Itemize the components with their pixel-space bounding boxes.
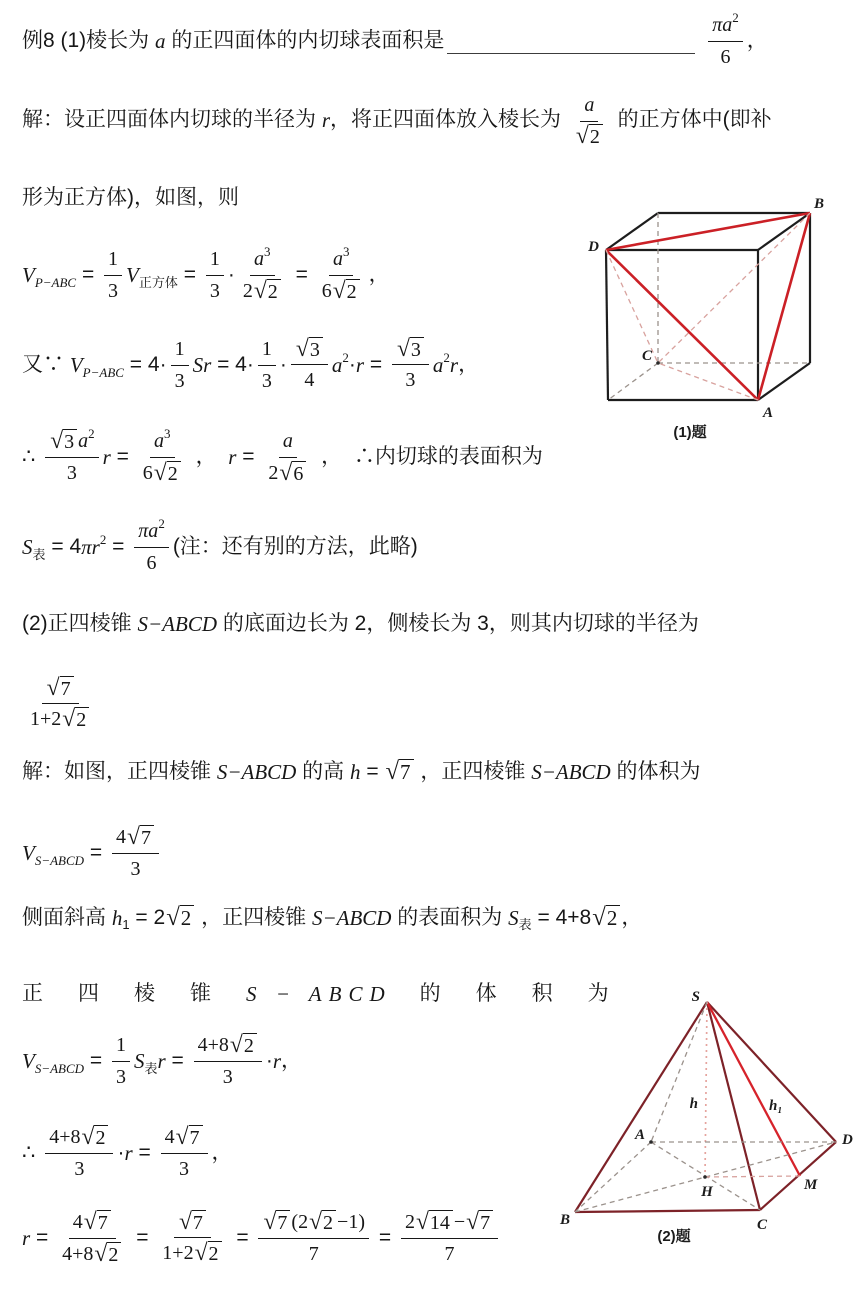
text-run: 3 (66, 462, 77, 484)
vertex-dot (656, 361, 660, 365)
math-variable: Sr (192, 353, 212, 378)
solution-1-line-1 (22, 92, 772, 149)
fraction (112, 1032, 130, 1091)
square-root: √ 7 (176, 1125, 203, 1150)
text-run: 1+2 (30, 707, 62, 730)
text-run: = (364, 353, 388, 377)
math-variable: r (22, 1226, 31, 1251)
math-variable: V (69, 353, 83, 378)
text-run: 例8 (1)棱长为 (22, 29, 156, 53)
text-run: − (453, 1211, 466, 1233)
fraction (161, 1124, 208, 1183)
math-variable: a (282, 430, 293, 452)
text-run: 3 (261, 370, 272, 392)
text-run: 3 (410, 339, 421, 362)
math-variable: h (111, 906, 123, 930)
text-run: 又∵ (22, 353, 70, 377)
text-run: 7 (60, 678, 71, 700)
fraction (318, 243, 365, 305)
square-root: √ 2 (62, 707, 89, 732)
math-variable: a (332, 248, 343, 270)
square-root: √ 6 (279, 461, 306, 486)
math-variable: S−ABCD (531, 760, 611, 784)
text-run: 3 (179, 1158, 190, 1180)
text-run: 3 (222, 1066, 233, 1088)
text-run: = (230, 1226, 255, 1250)
superscript: 2 (88, 425, 95, 441)
math-variable: r (157, 1049, 166, 1074)
solution-1-sphere-formula (22, 336, 479, 395)
math-variable: a (154, 430, 164, 452)
math-variable: a (155, 29, 166, 54)
vertex-label: D (842, 1132, 853, 1148)
solution-1-radius-line (22, 425, 543, 487)
subscript: S−ABCD (34, 852, 85, 868)
text-run: 2 (346, 281, 357, 304)
figure-edge (705, 1002, 707, 1177)
math-variable: a (584, 94, 595, 116)
text-run: = (289, 263, 314, 287)
text-run: 1+2 (162, 1241, 194, 1264)
math-variable: V (126, 263, 139, 288)
answer-blank (447, 29, 695, 54)
text-run: 2 (589, 126, 600, 148)
text-run: 7 (97, 1212, 108, 1235)
problem-2-answer (22, 676, 98, 733)
superscript: 3 (264, 243, 271, 259)
vertex-label: h (689, 1096, 698, 1112)
square-root: √ 7 (127, 825, 154, 850)
text-run: 3 (209, 280, 220, 302)
square-root: √ 2 (154, 461, 181, 486)
text-run: = (76, 263, 101, 287)
figure-edge (705, 1176, 800, 1177)
text-run: 7 (480, 1212, 491, 1235)
square-root: √ 2 (333, 279, 360, 304)
text-run: ， (368, 263, 390, 287)
math-variable: r (321, 108, 331, 133)
math-variable: a (432, 353, 444, 378)
text-run: = 4 (45, 535, 82, 559)
text-run: 6 (321, 280, 332, 302)
figure-edge (606, 250, 608, 400)
square-root: √ 7 (179, 1210, 206, 1235)
text-run: = (110, 445, 135, 469)
figure-edge (606, 213, 810, 250)
solution-2-equation (22, 1124, 233, 1183)
fraction (264, 428, 311, 487)
text-run: 正 四 棱 锥 (22, 982, 246, 1005)
text-run: 7 (189, 1127, 200, 1150)
superscript: 3 (342, 243, 350, 259)
vertex-label: S (691, 989, 700, 1005)
text-run: 7 (140, 827, 151, 850)
text-run: 4 (72, 1211, 83, 1233)
square-root: √ 7 (385, 759, 413, 785)
text-run: 7 (444, 1243, 455, 1265)
superscript: 2 (158, 515, 165, 531)
text-run: 4 (115, 826, 126, 848)
square-root: √ 7 (84, 1210, 111, 1235)
text-run: 3 (130, 858, 141, 880)
figure-edge (606, 250, 658, 363)
math-variable: S−ABCD (137, 612, 217, 636)
vertex-dot (703, 1175, 707, 1179)
text-run: 7 (308, 1243, 319, 1265)
solution-1-surface-area (22, 515, 418, 577)
text-run: 4 (164, 1126, 175, 1148)
text-run: 7 (400, 760, 411, 785)
text-run: · (227, 263, 235, 287)
text-run: 2 (323, 1212, 334, 1235)
math-variable: S (133, 1049, 145, 1074)
fraction (206, 246, 224, 305)
text-run: ∴ (22, 1141, 42, 1165)
superscript: 2 (443, 349, 450, 365)
text-run: 6 (146, 552, 157, 574)
square-root: √ 2 (576, 124, 603, 149)
math-variable: S (508, 906, 519, 930)
text-run: ，将正四面体放入棱长为 (330, 108, 567, 132)
text-run: ，正四棱锥 (195, 906, 312, 929)
figure-edge (575, 1002, 707, 1212)
fraction (134, 515, 169, 577)
square-root: √ 3 (397, 337, 424, 362)
square-root: √ 14 (416, 1210, 453, 1235)
problem-1-statement (22, 9, 768, 71)
text-run (698, 27, 704, 55)
text-run: = (106, 535, 131, 559)
text-run: 2 (108, 1244, 119, 1267)
text-run: ，正四棱锥 (414, 760, 532, 783)
text-run: 3 (108, 280, 119, 302)
superscript: 3 (164, 425, 171, 441)
square-root: √ 3 (50, 429, 77, 454)
text-run: (2 (291, 1211, 309, 1233)
text-run: = (165, 1049, 190, 1073)
text-run: ， (458, 353, 480, 377)
vertex-label: H (701, 1184, 713, 1200)
text-run: = 4· (211, 353, 254, 377)
text-run: 解：设正四面体内切球的半径为 (22, 108, 322, 132)
text-run: 的表面积为 (391, 906, 509, 929)
figure1-caption: (1)题 (673, 424, 707, 441)
math-variable: r (228, 445, 237, 470)
text-run: 4+8 (49, 1126, 81, 1148)
fraction (104, 246, 122, 305)
text-run: 3 (309, 339, 320, 362)
text-run: · (348, 353, 356, 377)
math-variable: r (102, 445, 111, 470)
vertex-label: A (763, 405, 774, 421)
subscript: P−ABC (34, 274, 77, 290)
math-variable: πa (712, 14, 733, 36)
math-variable: S−ABCD (311, 906, 392, 930)
problem-2-statement (22, 610, 699, 638)
text-run: 7 (192, 1212, 203, 1235)
subscript: 正方体 (138, 274, 178, 290)
text-run: = 4+8 (531, 906, 592, 929)
text-run: 2 (404, 1211, 415, 1233)
text-run: = (30, 1226, 55, 1250)
text-run: 的底面边长为 2，侧棱长为 3，则其内切球的半径为 (217, 612, 699, 635)
math-variable: r (124, 1141, 133, 1166)
square-root: √ 2 (592, 905, 620, 931)
fraction (258, 336, 276, 395)
figure-edge (608, 363, 658, 400)
text-run: 1 (108, 248, 119, 270)
square-root: √ 2 (230, 1033, 257, 1058)
superscript: 2 (99, 531, 107, 547)
text-run: = (84, 841, 108, 865)
text-run: 2 (167, 463, 178, 486)
text-run: 7 (277, 1212, 288, 1235)
text-run: 的正方体中(即补 (611, 108, 772, 132)
solution-2-slant-height (22, 904, 642, 932)
figure-edge (606, 250, 758, 400)
math-variable: πa (138, 520, 159, 542)
math-variable: S (22, 535, 33, 560)
text-run: = (236, 445, 261, 469)
subscript: 表 (32, 546, 46, 562)
text-run: 的高 (296, 760, 351, 783)
text-run: = (132, 1141, 157, 1165)
text-run: = (130, 1226, 155, 1250)
math-variable: V (22, 263, 35, 288)
text-run: = (373, 1226, 397, 1250)
square-root: √ 7 (263, 1210, 290, 1235)
text-run: 侧面斜高 (22, 906, 112, 929)
square-root: √ 3 (296, 337, 323, 362)
figure-1-cube-diagram (563, 193, 863, 445)
superscript: 2 (732, 9, 739, 25)
math-variable: πr (81, 535, 100, 560)
text-run: 的体积为 (610, 760, 701, 783)
text-run: 2 (208, 1242, 219, 1265)
math-variable: h (350, 760, 361, 784)
math-variable: V (22, 1049, 35, 1074)
text-run: −1) (337, 1211, 365, 1233)
math-variable: S − ABCD (246, 982, 392, 1006)
math-variable: a (331, 353, 343, 378)
text-run: 2 (606, 906, 618, 931)
fraction (401, 1209, 498, 1268)
text-run: ， (281, 1049, 303, 1073)
vertex-label: C (756, 1217, 768, 1233)
subscript: P−ABC (82, 364, 124, 380)
subscript: 表 (144, 1060, 158, 1076)
solution-2-line-1 (22, 758, 701, 786)
fraction (139, 425, 186, 487)
figure-edge (758, 213, 810, 400)
text-run: = (177, 263, 202, 287)
vertex-label: D (588, 239, 599, 255)
fraction (26, 676, 94, 733)
fraction (392, 337, 429, 394)
text-run: 6 (720, 46, 731, 68)
square-root: √ 2 (94, 1242, 121, 1267)
math-variable: a (254, 248, 265, 270)
subscript: 表 (518, 917, 532, 933)
figure-edge (651, 1002, 707, 1142)
fraction (58, 1209, 126, 1268)
text-run: 解：如图，正四棱锥 (22, 760, 217, 783)
text-run: ， (211, 1141, 233, 1165)
text-run: ， ∴内切球的表面积为 (315, 445, 543, 469)
math-variable: S−ABCD (216, 760, 297, 784)
fraction (158, 1210, 226, 1267)
figure-edge (707, 1002, 760, 1210)
fraction (45, 1124, 113, 1183)
solution-2-volume (22, 824, 163, 883)
solution-2-inradius-volume (22, 1032, 302, 1091)
vertex-label: B (559, 1212, 571, 1228)
text-run: 的正四面体的内切球表面积是 (165, 29, 445, 53)
text-run: 3 (64, 431, 75, 454)
text-run: ， (189, 445, 229, 469)
vertex-label: B (814, 196, 825, 212)
solution-1-volume-formula (22, 243, 390, 305)
text-run: 1 (174, 338, 185, 360)
square-root: √ 2 (195, 1241, 222, 1266)
text-run: 6 (142, 462, 153, 484)
square-root: √ 2 (254, 279, 281, 304)
text-run: = 2 (129, 906, 166, 929)
math-variable: r (355, 353, 364, 378)
text-run: 3 (74, 1158, 85, 1180)
vertex-dot (649, 1140, 653, 1144)
text-run: 2 (267, 281, 278, 304)
text-run: 3 (174, 370, 185, 392)
math-variable: r (449, 353, 459, 378)
text-run: · (279, 353, 287, 377)
fraction (171, 336, 189, 395)
text-run: = 4· (123, 353, 167, 377)
text-run: · (265, 1049, 273, 1073)
text-run: 4 (304, 368, 315, 391)
text-run: 3 (405, 368, 416, 391)
fraction (291, 337, 328, 394)
text-run: 4+8 (197, 1034, 229, 1056)
square-root: √ 7 (466, 1210, 493, 1235)
text-run: 2 (95, 1127, 106, 1150)
square-root: √ 2 (309, 1210, 336, 1235)
text-run: 3 (115, 1066, 126, 1088)
text-run: 14 (429, 1212, 450, 1235)
text-run: ∴ (22, 445, 42, 469)
text-run: 2 (180, 906, 192, 931)
text-run: 2 (243, 1035, 254, 1058)
text-run: 2 (268, 462, 279, 484)
text-run: 1 (115, 1034, 126, 1056)
fraction (45, 425, 98, 487)
text-run: 1 (209, 248, 220, 270)
text-run: ， (746, 29, 768, 53)
text-run: (2)正四棱锥 (22, 612, 138, 635)
solution-2-radius-result (22, 1209, 502, 1268)
subscript: 1 (122, 917, 130, 933)
subscript: S−ABCD (34, 1060, 85, 1076)
figure-2-pyramid-diagram (548, 965, 864, 1250)
vertex-label: M (804, 1177, 818, 1193)
text-run: 2 (242, 280, 253, 302)
math-variable: a (78, 430, 89, 452)
text-run: 6 (293, 463, 304, 486)
text-run: = (84, 1049, 108, 1073)
figure-edge (658, 363, 758, 400)
math-variable: V (22, 841, 35, 866)
fraction (239, 243, 286, 305)
fraction (194, 1032, 262, 1091)
text-run: 4+8 (62, 1243, 94, 1265)
vertex-label: A (634, 1127, 645, 1143)
solution-2-spread-line (22, 980, 616, 1008)
text-run: (注：还有别的方法，此略) (172, 535, 418, 559)
fraction (258, 1209, 369, 1268)
figure2-caption: (2)题 (657, 1228, 691, 1245)
text-run: ， (621, 906, 643, 929)
square-root: √ 7 (47, 676, 74, 701)
vertex-label: C (641, 348, 652, 364)
square-root: √ 2 (81, 1125, 108, 1150)
text-run: · (117, 1141, 125, 1165)
superscript: 2 (342, 349, 349, 365)
fraction (571, 92, 608, 149)
text-run: = (360, 760, 385, 783)
fraction (708, 9, 743, 71)
figure-edge (575, 1210, 760, 1212)
text-run: 1 (261, 338, 272, 360)
vertex-label: h₁ (769, 1098, 783, 1114)
square-root: √ 2 (166, 905, 194, 931)
text-run: 的 体 积 为 (391, 982, 616, 1005)
fraction (112, 824, 159, 883)
text-run: 形为正方体)，如图，则 (22, 186, 239, 209)
solution-1-line-2 (22, 184, 239, 212)
math-variable: r (272, 1049, 282, 1074)
text-run: 2 (76, 708, 87, 731)
